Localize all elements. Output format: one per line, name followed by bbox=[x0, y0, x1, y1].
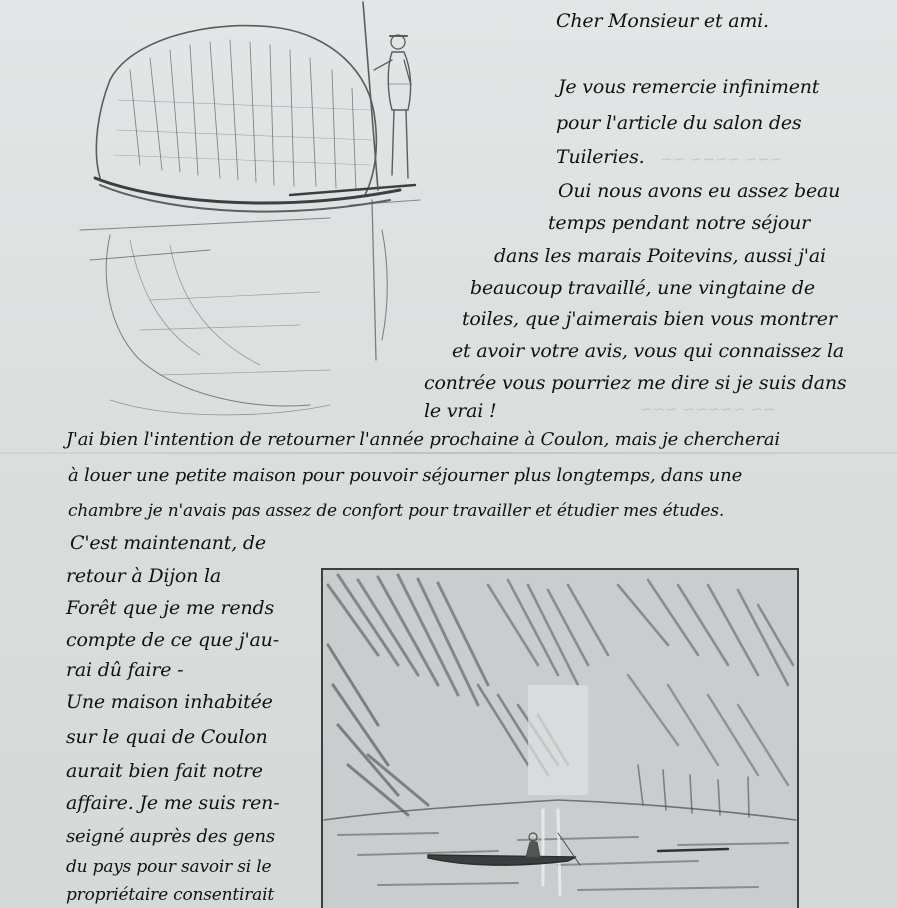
pencil-sketch-river-trees-boat-icon bbox=[318, 565, 803, 908]
sketch-boatman-haystack bbox=[70, 0, 430, 425]
paragraph-3-line: retour à Dijon la bbox=[66, 565, 222, 587]
paragraph-3-line: seigné auprès des gens bbox=[66, 826, 275, 847]
paragraph-2-line: chambre je n'avais pas assez de confort pour travailler et étudier mes études. bbox=[68, 501, 725, 521]
paragraph-3-line: aurait bien fait notre bbox=[66, 760, 263, 782]
paragraph-3-line: Une maison inhabitée bbox=[66, 691, 273, 713]
paragraph-3-line: affaire. Je me suis ren- bbox=[66, 792, 280, 814]
bleed-through-text: ~~ ~~~~~ ~~~ bbox=[640, 400, 776, 418]
pencil-sketch-boatman-haystack-icon bbox=[70, 0, 430, 425]
paragraph-1-line: temps pendant notre séjour bbox=[548, 212, 811, 234]
paragraph-2-line: J'ai bien l'intention de retourner l'année prochaine à Coulon, mais je chercherai bbox=[66, 429, 780, 450]
paragraph-1-line: le vrai ! bbox=[424, 400, 497, 422]
salutation: Cher Monsieur et ami. bbox=[556, 10, 769, 32]
paragraph-3-line: sur le quai de Coulon bbox=[66, 726, 268, 748]
paragraph-1-line: Oui nous avons eu assez beau bbox=[558, 180, 841, 202]
paragraph-3-line: du pays pour savoir si le bbox=[66, 857, 272, 877]
paragraph-3-line: compte de ce que j'au- bbox=[66, 629, 279, 651]
paragraph-2-line: à louer une petite maison pour pouvoir séjourner plus longtemps, dans une bbox=[68, 465, 743, 486]
sketch-river-trees-boat bbox=[318, 565, 803, 908]
paragraph-1-line: et avoir votre avis, vous qui connaissez la bbox=[452, 340, 845, 362]
paragraph-1-line: dans les marais Poitevins, aussi j'ai bbox=[494, 245, 826, 267]
paragraph-1-line: Tuileries. bbox=[556, 146, 645, 168]
paragraph-1-line: contrée vous pourriez me dire si je suis dans bbox=[424, 372, 847, 394]
paragraph-3-line: propriétaire consentirait bbox=[66, 885, 274, 905]
paper-fold-line bbox=[0, 452, 897, 454]
bleed-through-text: ~~~ ~~~~ ~~ bbox=[660, 150, 783, 168]
paragraph-1-line: pour l'article du salon des bbox=[556, 112, 802, 134]
paragraph-1-line: beaucoup travaillé, une vingtaine de bbox=[470, 277, 815, 299]
paragraph-3-line: rai dû faire - bbox=[66, 659, 184, 681]
paragraph-3-line: Forêt que je me rends bbox=[66, 597, 275, 619]
paragraph-1-line: Je vous remercie infiniment bbox=[558, 76, 820, 98]
paragraph-1-line: toiles, que j'aimerais bien vous montrer bbox=[462, 308, 837, 330]
paragraph-3-line: C'est maintenant, de bbox=[70, 532, 266, 554]
